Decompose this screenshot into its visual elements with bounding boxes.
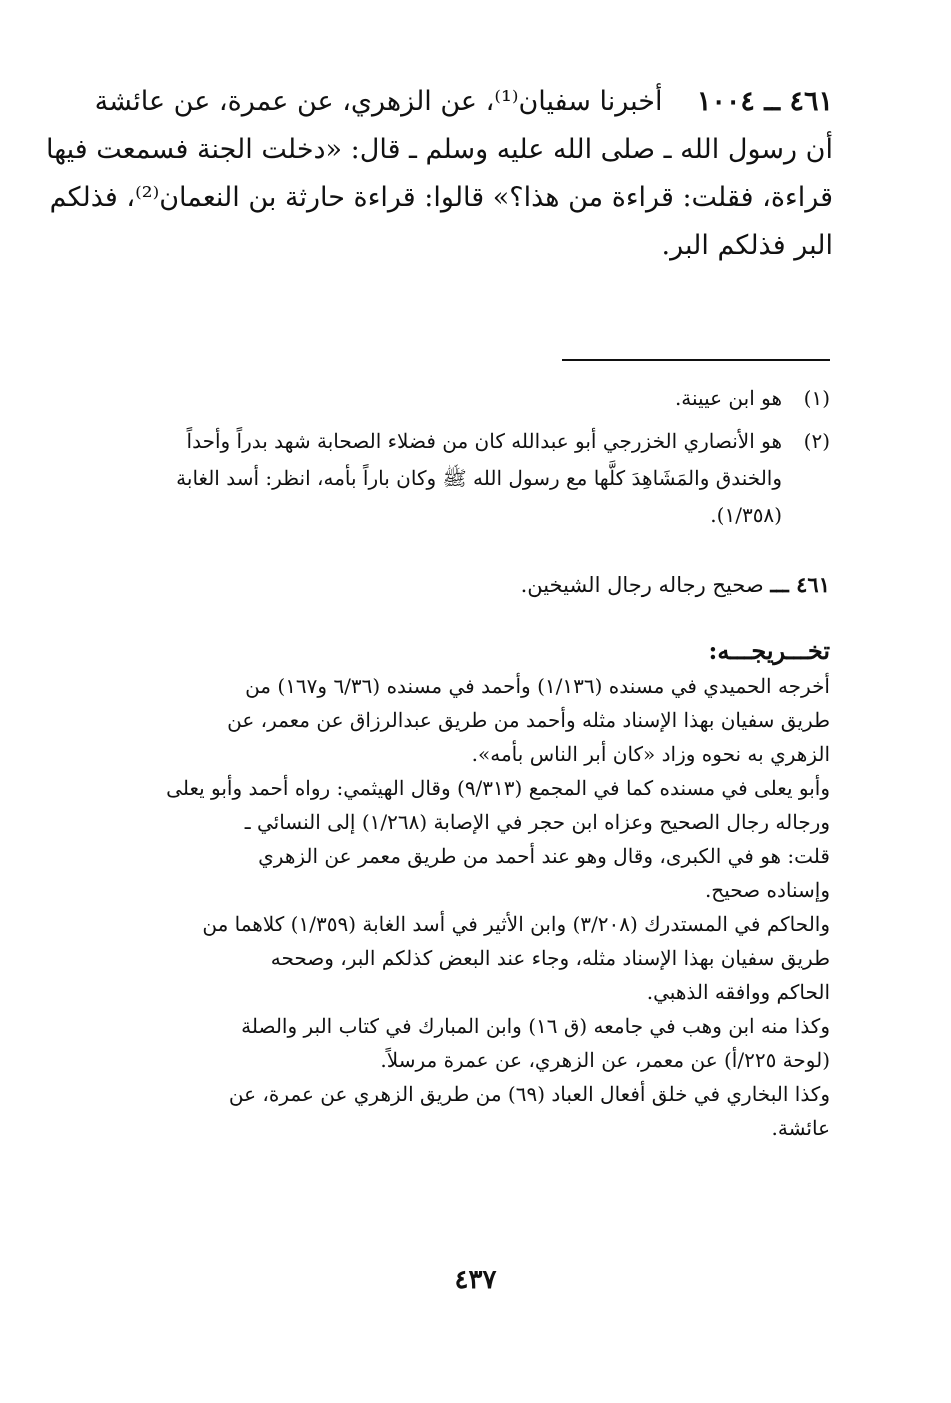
- takhrij-line: (لوحة ٢٢٥/أ) عن معمر، عن الزهري، عن عمرة مرسلاً.: [380, 1048, 830, 1072]
- footnote-label: (١): [803, 386, 830, 410]
- footnote-1: [118, 380, 830, 417]
- hadith-line-text: أخبرنا سفيان⁽¹⁾، عن الزهري، عن عمرة، عن عائشة: [94, 86, 663, 117]
- footnotes: [118, 380, 830, 534]
- takhrij-paragraph: [118, 771, 830, 907]
- takhrij-line: ورجاله رجال الصحيح وعزاه ابن حجر في الإصابة (١/٢٦٨) إلى النسائي ـ: [244, 810, 830, 834]
- hadith-line: قراءة، فقلت: قراءة من هذا؟» قالوا: قراءة حارثة بن النعمان⁽²⁾، فذلكم: [49, 182, 833, 213]
- hadith-line: أن رسول الله ـ صلى الله عليه وسلم ـ قال: «دخلت الجنة فسمعت فيها: [45, 134, 833, 165]
- footnote-2: [118, 423, 830, 534]
- takhrij-line: قلت: هو في الكبرى، وقال وهو عند أحمد من طريق معمر عن الزهري: [258, 844, 830, 868]
- takhrij-line: وأبو يعلى في مسنده كما في المجمع (٩/٣١٣) وقال الهيثمي: رواه أحمد وأبو يعلى: [166, 776, 830, 800]
- hadith-line: [94, 78, 833, 126]
- hadith-line: البر فذلكم البر.: [661, 230, 833, 261]
- footnote-text: [118, 423, 782, 534]
- footnote-line: والخندق والمَشَاهِدَ كلَّها مع رسول الله ﷺ وكان باراً بأمه، انظر: أسد الغابة: [176, 466, 782, 490]
- footnote-divider: [562, 359, 830, 361]
- takhrij-line: أخرجه الحميدي في مسنده (١/١٣٦) وأحمد في مسنده (٦/٣٦ و١٦٧) من: [245, 674, 830, 698]
- takhrij-paragraph: [118, 1077, 830, 1145]
- takhrij-line: طريق سفيان بهذا الإسناد مثله وأحمد من طريق عبدالرزاق عن معمر، عن: [227, 708, 830, 732]
- hadith-number: ٤٦١ ــ ١٠٠٤: [696, 86, 833, 117]
- takhrij-line: وكذا منه ابن وهب في جامعه (ق ١٦) وابن المبارك في كتاب البر والصلة: [241, 1014, 830, 1038]
- footnote-label: (٢): [803, 429, 830, 453]
- takhrij-line: وكذا البخاري في خلق أفعال العباد (٦٩) من طريق الزهري عن عمرة، عن: [228, 1082, 830, 1106]
- takhrij-title: تخـــريجـــه:: [708, 636, 830, 665]
- takhrij-line: الحاكم ووافقه الذهبي.: [646, 980, 830, 1004]
- takhrij-line: الزهري به نحوه وزاد «كان أبر الناس بأمه».: [471, 742, 830, 766]
- takhrij-paragraph: [118, 669, 830, 771]
- takhrij-line: عائشة.: [771, 1116, 830, 1140]
- grading-text: صحيح رجاله رجال الشيخين.: [520, 573, 764, 597]
- hadith-grading: [118, 567, 830, 603]
- page-number: ٤٣٧: [454, 1265, 497, 1295]
- hadith-text: [45, 78, 833, 270]
- takhrij-paragraph: [118, 1009, 830, 1077]
- takhrij-line: وإسناده صحيح.: [704, 878, 830, 902]
- footnote-line: هو الأنصاري الخزرجي أبو عبدالله كان من فضلاء الصحابة شهد بدراً وأحداً: [186, 429, 782, 453]
- footnote-line: هو ابن عيينة.: [674, 386, 782, 410]
- takhrij-section: [118, 633, 830, 1145]
- grading-number: ٤٦١ ـــ: [770, 572, 830, 597]
- takhrij-paragraph: [118, 907, 830, 1009]
- takhrij-line: طريق سفيان بهذا الإسناد مثله، وجاء عند البعض كذلكم البر، وصححه: [270, 946, 830, 970]
- takhrij-line: والحاكم في المستدرك (٣/٢٠٨) وابن الأثير في أسد الغابة (١/٣٥٩) كلاهما من: [202, 912, 830, 936]
- footnote-line: (١/٣٥٨).: [710, 503, 782, 527]
- footnote-text: [118, 380, 782, 417]
